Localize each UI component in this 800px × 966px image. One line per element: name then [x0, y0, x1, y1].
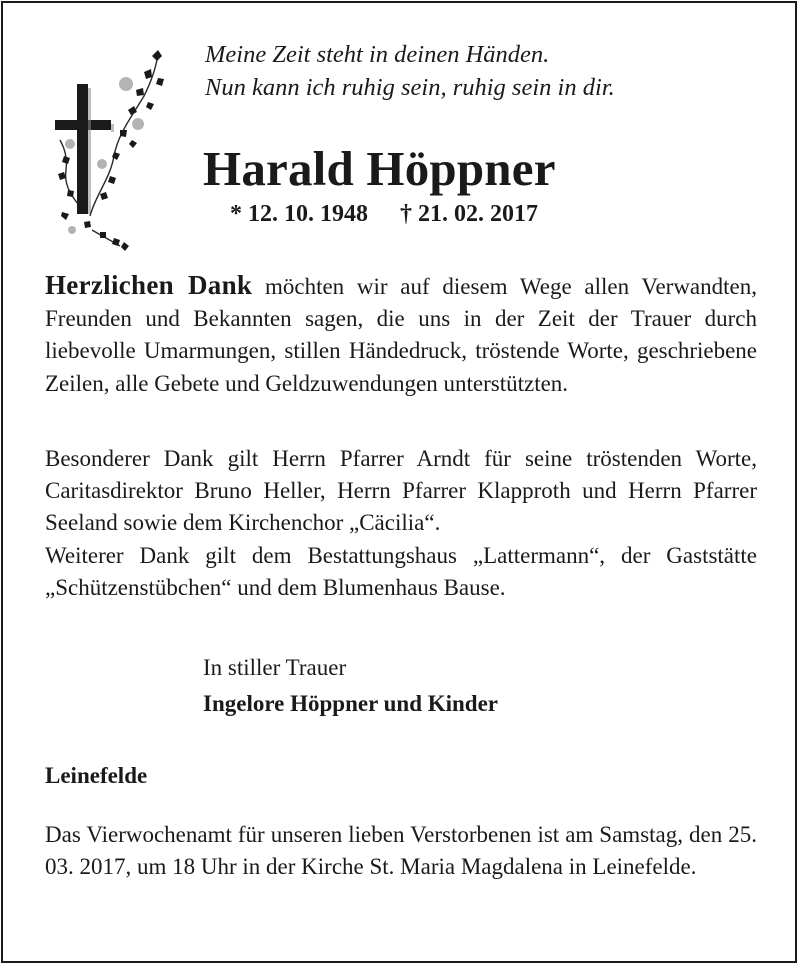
family-names: Ingelore Höppner und Kinder — [203, 691, 499, 716]
special-thanks-text: Besonderer Dank gilt Herrn Pfarrer Arndt für seine tröstenden Worte, Caritasdirektor Bruno Heller, Herrn Pfarrer Klapproth und Herrn Pfarrer Seeland sowie dem Kirchenchor „Cäcilia“. — [45, 446, 757, 536]
special-thanks-paragraph — [45, 443, 757, 604]
deceased-name: Harald Höppner — [203, 141, 556, 196]
bible-verse — [205, 38, 615, 104]
verse-line-1: Meine Zeit steht in deinen Händen. — [205, 41, 550, 68]
mourning-line: In stiller Trauer — [203, 655, 347, 680]
thanks-lead: Herzlichen Dank — [45, 270, 253, 300]
place-name: Leinefelde — [45, 763, 148, 788]
thanks-text: möchten wir auf diesem Wege allen Verwandten, Freunden und Bekannten sagen, die uns in der Zeit der Trauer durch liebevolle Umarmungen, stillen Händedruck, tröstende Worte, geschriebene Zeilen, alle Gebete und Geldzuwendungen unterstützten. — [45, 274, 757, 396]
memorial-notice — [45, 819, 757, 883]
cross-with-ivy-icon — [40, 44, 170, 256]
life-dates — [230, 201, 538, 228]
verse-line-2: Nun kann ich ruhig sein, ruhig sein in dir. — [205, 74, 615, 101]
memorial-notice-text: Das Vierwochenamt für unseren lieben Verstorbenen ist am Samstag, den 25. 03. 2017, um 18 Uhr in der Kirche St. Maria Magdalena in Leinefelde. — [45, 822, 757, 880]
birth-date: * 12. 10. 1948 — [230, 201, 368, 227]
death-date: † 21. 02. 2017 — [400, 201, 538, 227]
further-thanks-text: Weiterer Dank gilt dem Bestattungshaus „Lattermann“, der Gaststätte „Schützenstübchen“ und dem Blumenhaus Bause. — [45, 542, 757, 600]
signature-block — [203, 650, 498, 722]
thanks-paragraph — [45, 269, 757, 400]
